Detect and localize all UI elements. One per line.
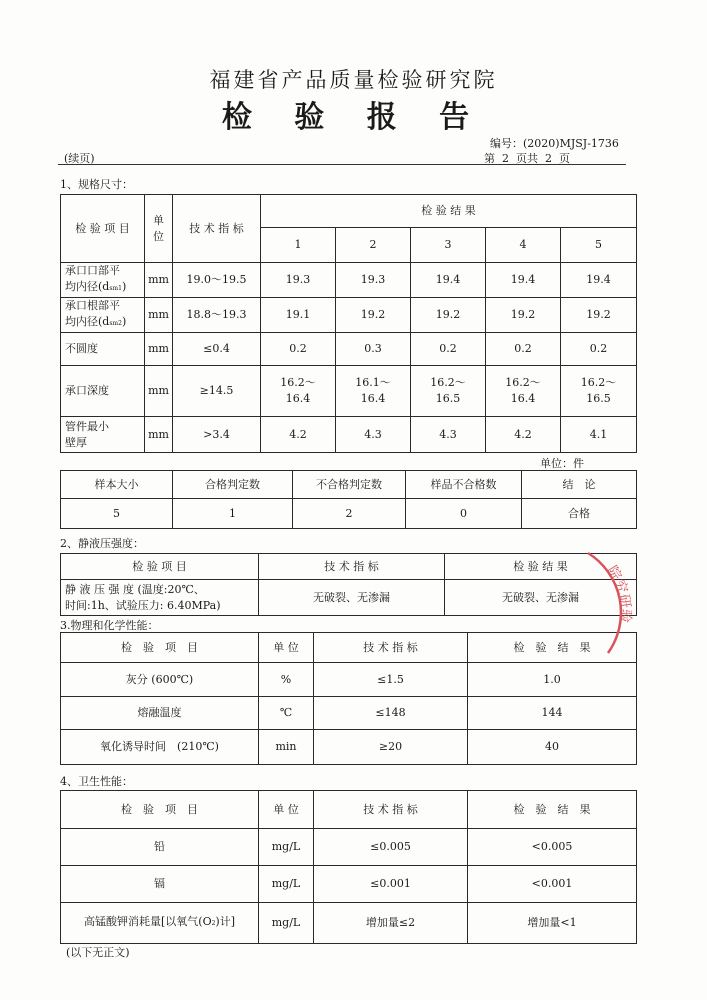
report-number-value: (2020)MJSJ-1736: [523, 137, 619, 150]
table-row: [61, 263, 637, 298]
result-cell: 0.3: [336, 333, 411, 366]
page-current: 2: [502, 152, 509, 165]
result-cell: <0.001: [468, 866, 637, 903]
result-cell: 无破裂、无渗漏: [445, 580, 637, 616]
header-result: 检 验 结 果: [261, 195, 637, 228]
result-cell: 19.4: [486, 263, 561, 298]
dimensions-table: [60, 194, 637, 453]
result-cell: [261, 366, 336, 417]
tech-cell: >3.4: [173, 417, 261, 453]
end-note: (以下无正文): [66, 946, 130, 959]
item-subscript: sm2: [109, 320, 122, 327]
header-tech: 技 术 指 标: [314, 633, 468, 663]
tech-cell: ≤0.001: [314, 866, 468, 903]
sample-number: 5: [561, 228, 637, 263]
result-cell: 0.2: [411, 333, 486, 366]
result-cell: 1.0: [468, 663, 637, 697]
summary-value: 0: [406, 499, 522, 529]
sample-number: 4: [486, 228, 561, 263]
result-cell: <0.005: [468, 829, 637, 866]
item-subscript: 2: [211, 920, 216, 927]
header-result: 检 验 结 果: [468, 791, 637, 829]
section-title: 4、卫生性能：: [60, 775, 133, 788]
tech-cell: ≥20: [314, 730, 468, 765]
report-title: 检 验 报 告: [221, 100, 486, 135]
continued-label: (续页): [64, 152, 95, 165]
result-cell: 4.3: [336, 417, 411, 453]
item-text: 时间:1h、试验压力: 6.40MPa): [65, 598, 221, 612]
report-number-label: 编号：: [490, 137, 523, 150]
result-cell: 144: [468, 697, 637, 730]
hydrostatic-table: [60, 553, 637, 616]
header-rule: [58, 164, 626, 165]
item-cell: 铅: [61, 829, 259, 866]
tech-cell: 增加量≤2: [314, 903, 468, 944]
result-line: 16.2～: [505, 376, 541, 389]
header-tech: 技 术 指 标: [173, 195, 261, 263]
unit-cell: %: [259, 663, 314, 697]
result-cell: 4.3: [411, 417, 486, 453]
unit-cell: mg/L: [259, 829, 314, 866]
item-cell: [61, 417, 145, 453]
result-line: 16.2～: [430, 376, 466, 389]
summary-header: 结 论: [522, 471, 637, 499]
summary-value: 2: [293, 499, 406, 529]
header-unit: 单 位: [259, 633, 314, 663]
table-row: [61, 333, 637, 366]
result-cell: 19.3: [336, 263, 411, 298]
table-row: [61, 580, 637, 616]
tech-cell: ≥14.5: [173, 366, 261, 417]
result-cell: 增加量<1: [468, 903, 637, 944]
item-cell: [61, 580, 259, 616]
header-unit: 单 位: [145, 195, 173, 263]
result-cell: 4.2: [486, 417, 561, 453]
result-cell: 0.2: [561, 333, 637, 366]
tech-cell: 18.8～19.3: [173, 298, 261, 333]
unit-cell: mm: [145, 417, 173, 453]
header-tech: 技 术 指 标: [314, 791, 468, 829]
item-text-part: ): [121, 280, 127, 293]
item-text: [65, 314, 142, 332]
item-text-part: 高锰酸钾消耗量[以氧气(O: [83, 915, 212, 928]
summary-header: 样本大小: [61, 471, 173, 499]
result-cell: [411, 366, 486, 417]
table-row: [61, 730, 637, 765]
tech-cell: ≤0.005: [314, 829, 468, 866]
result-cell: 19.2: [336, 298, 411, 333]
summary-header: 不合格判定数: [293, 471, 406, 499]
header-unit: 单 位: [259, 791, 314, 829]
item-text-part: 均内径(d: [65, 315, 110, 328]
item-cell: [61, 263, 145, 298]
header-item: 检 验 项 目: [61, 195, 145, 263]
table-row: [61, 829, 637, 866]
result-line: 16.2～: [280, 376, 316, 389]
unit-cell: mm: [145, 366, 173, 417]
item-text: 承口根部平: [65, 299, 120, 312]
item-subscript: sm1: [109, 285, 122, 292]
result-cell: 19.3: [261, 263, 336, 298]
result-line: 16.5: [435, 392, 461, 405]
table-row: [61, 298, 637, 333]
unit-cell: ℃: [259, 697, 314, 730]
hygiene-table: [60, 790, 637, 944]
unit-cell: min: [259, 730, 314, 765]
summary-value: 1: [173, 499, 293, 529]
item-text: [65, 279, 142, 297]
result-cell: 0.2: [486, 333, 561, 366]
header-result: 检 验 结 果: [445, 554, 637, 580]
item-cell: 承口深度: [61, 366, 145, 417]
result-line: 16.4: [510, 392, 536, 405]
page-label: 第: [484, 152, 495, 165]
page-label: 页共: [516, 152, 538, 165]
item-cell: 镉: [61, 866, 259, 903]
result-cell: 19.2: [411, 298, 486, 333]
sample-number: 2: [336, 228, 411, 263]
page-label: 页: [559, 152, 570, 165]
result-cell: 4.1: [561, 417, 637, 453]
item-cell: 熔融温度: [61, 697, 259, 730]
result-cell: 19.2: [486, 298, 561, 333]
sample-number: 1: [261, 228, 336, 263]
summary-value: 5: [61, 499, 173, 529]
result-cell: [561, 366, 637, 417]
section-title: 2、静液压强度：: [60, 537, 144, 550]
item-cell: 氧化诱导时间 (210℃): [61, 730, 259, 765]
result-cell: 19.1: [261, 298, 336, 333]
item-text: 管件最小: [65, 419, 109, 433]
tech-cell: ≤1.5: [314, 663, 468, 697]
unit-cell: mg/L: [259, 903, 314, 944]
tech-cell: ≤148: [314, 697, 468, 730]
tech-cell: 19.0～19.5: [173, 263, 261, 298]
header-item: 检 验 项 目: [61, 554, 259, 580]
result-line: 16.1～: [355, 376, 391, 389]
item-cell: [61, 298, 145, 333]
summary-header: 合格判定数: [173, 471, 293, 499]
result-cell: 4.2: [261, 417, 336, 453]
table-row: [61, 697, 637, 730]
result-cell: [486, 366, 561, 417]
header-item: 检 验 项 目: [61, 633, 259, 663]
unit-cell: mm: [145, 263, 173, 298]
result-line: 16.2～: [580, 376, 617, 389]
table-row: [61, 663, 637, 697]
physical-chemical-table: [60, 632, 637, 765]
item-text-part: ): [121, 315, 127, 328]
summary-value: 合格: [522, 499, 637, 529]
item-text: 承口口部平: [65, 264, 120, 277]
result-cell: 0.2: [261, 333, 336, 366]
summary-header: 样品不合格数: [406, 471, 522, 499]
item-cell: 灰分 (600℃): [61, 663, 259, 697]
item-cell: 不圆度: [61, 333, 145, 366]
unit-cell: mg/L: [259, 866, 314, 903]
header-item: 检 验 项 目: [61, 791, 259, 829]
table-row: [61, 866, 637, 903]
result-cell: [336, 366, 411, 417]
result-line: 16.4: [360, 392, 386, 405]
unit-cell: mm: [145, 298, 173, 333]
item-text-part: )计]: [215, 915, 236, 928]
table-row: [61, 366, 637, 417]
summary-table: [60, 470, 637, 529]
tech-cell: ≤0.4: [173, 333, 261, 366]
result-line: 16.4: [285, 392, 311, 405]
unit-cell: mm: [145, 333, 173, 366]
tech-cell: 无破裂、无渗漏: [259, 580, 445, 616]
table-row: [61, 417, 637, 453]
result-cell: 19.2: [561, 298, 637, 333]
header-tech: 技 术 指 标: [259, 554, 445, 580]
item-text: 壁厚: [65, 435, 87, 449]
sample-number: 3: [411, 228, 486, 263]
header-result: 检 验 结 果: [468, 633, 637, 663]
item-cell: [61, 903, 259, 944]
result-cell: 40: [468, 730, 637, 765]
result-cell: 19.4: [561, 263, 637, 298]
seal-text: 院究研验: [603, 563, 634, 624]
section-title: 3.物理和化学性能：: [60, 619, 159, 632]
item-text: 静 液 压 强 度 (温度:20℃、: [65, 582, 205, 596]
section-title: 1、规格尺寸：: [60, 178, 133, 191]
unit-note: 单位：件: [540, 457, 584, 470]
page-total: 2: [545, 152, 552, 165]
result-line: 16.5: [586, 392, 611, 405]
item-text-part: 均内径(d: [65, 280, 110, 293]
report-number: [490, 135, 619, 151]
table-row: [61, 903, 637, 944]
result-cell: 19.4: [411, 263, 486, 298]
organization-name: 福建省产品质量检验研究院: [209, 68, 498, 92]
